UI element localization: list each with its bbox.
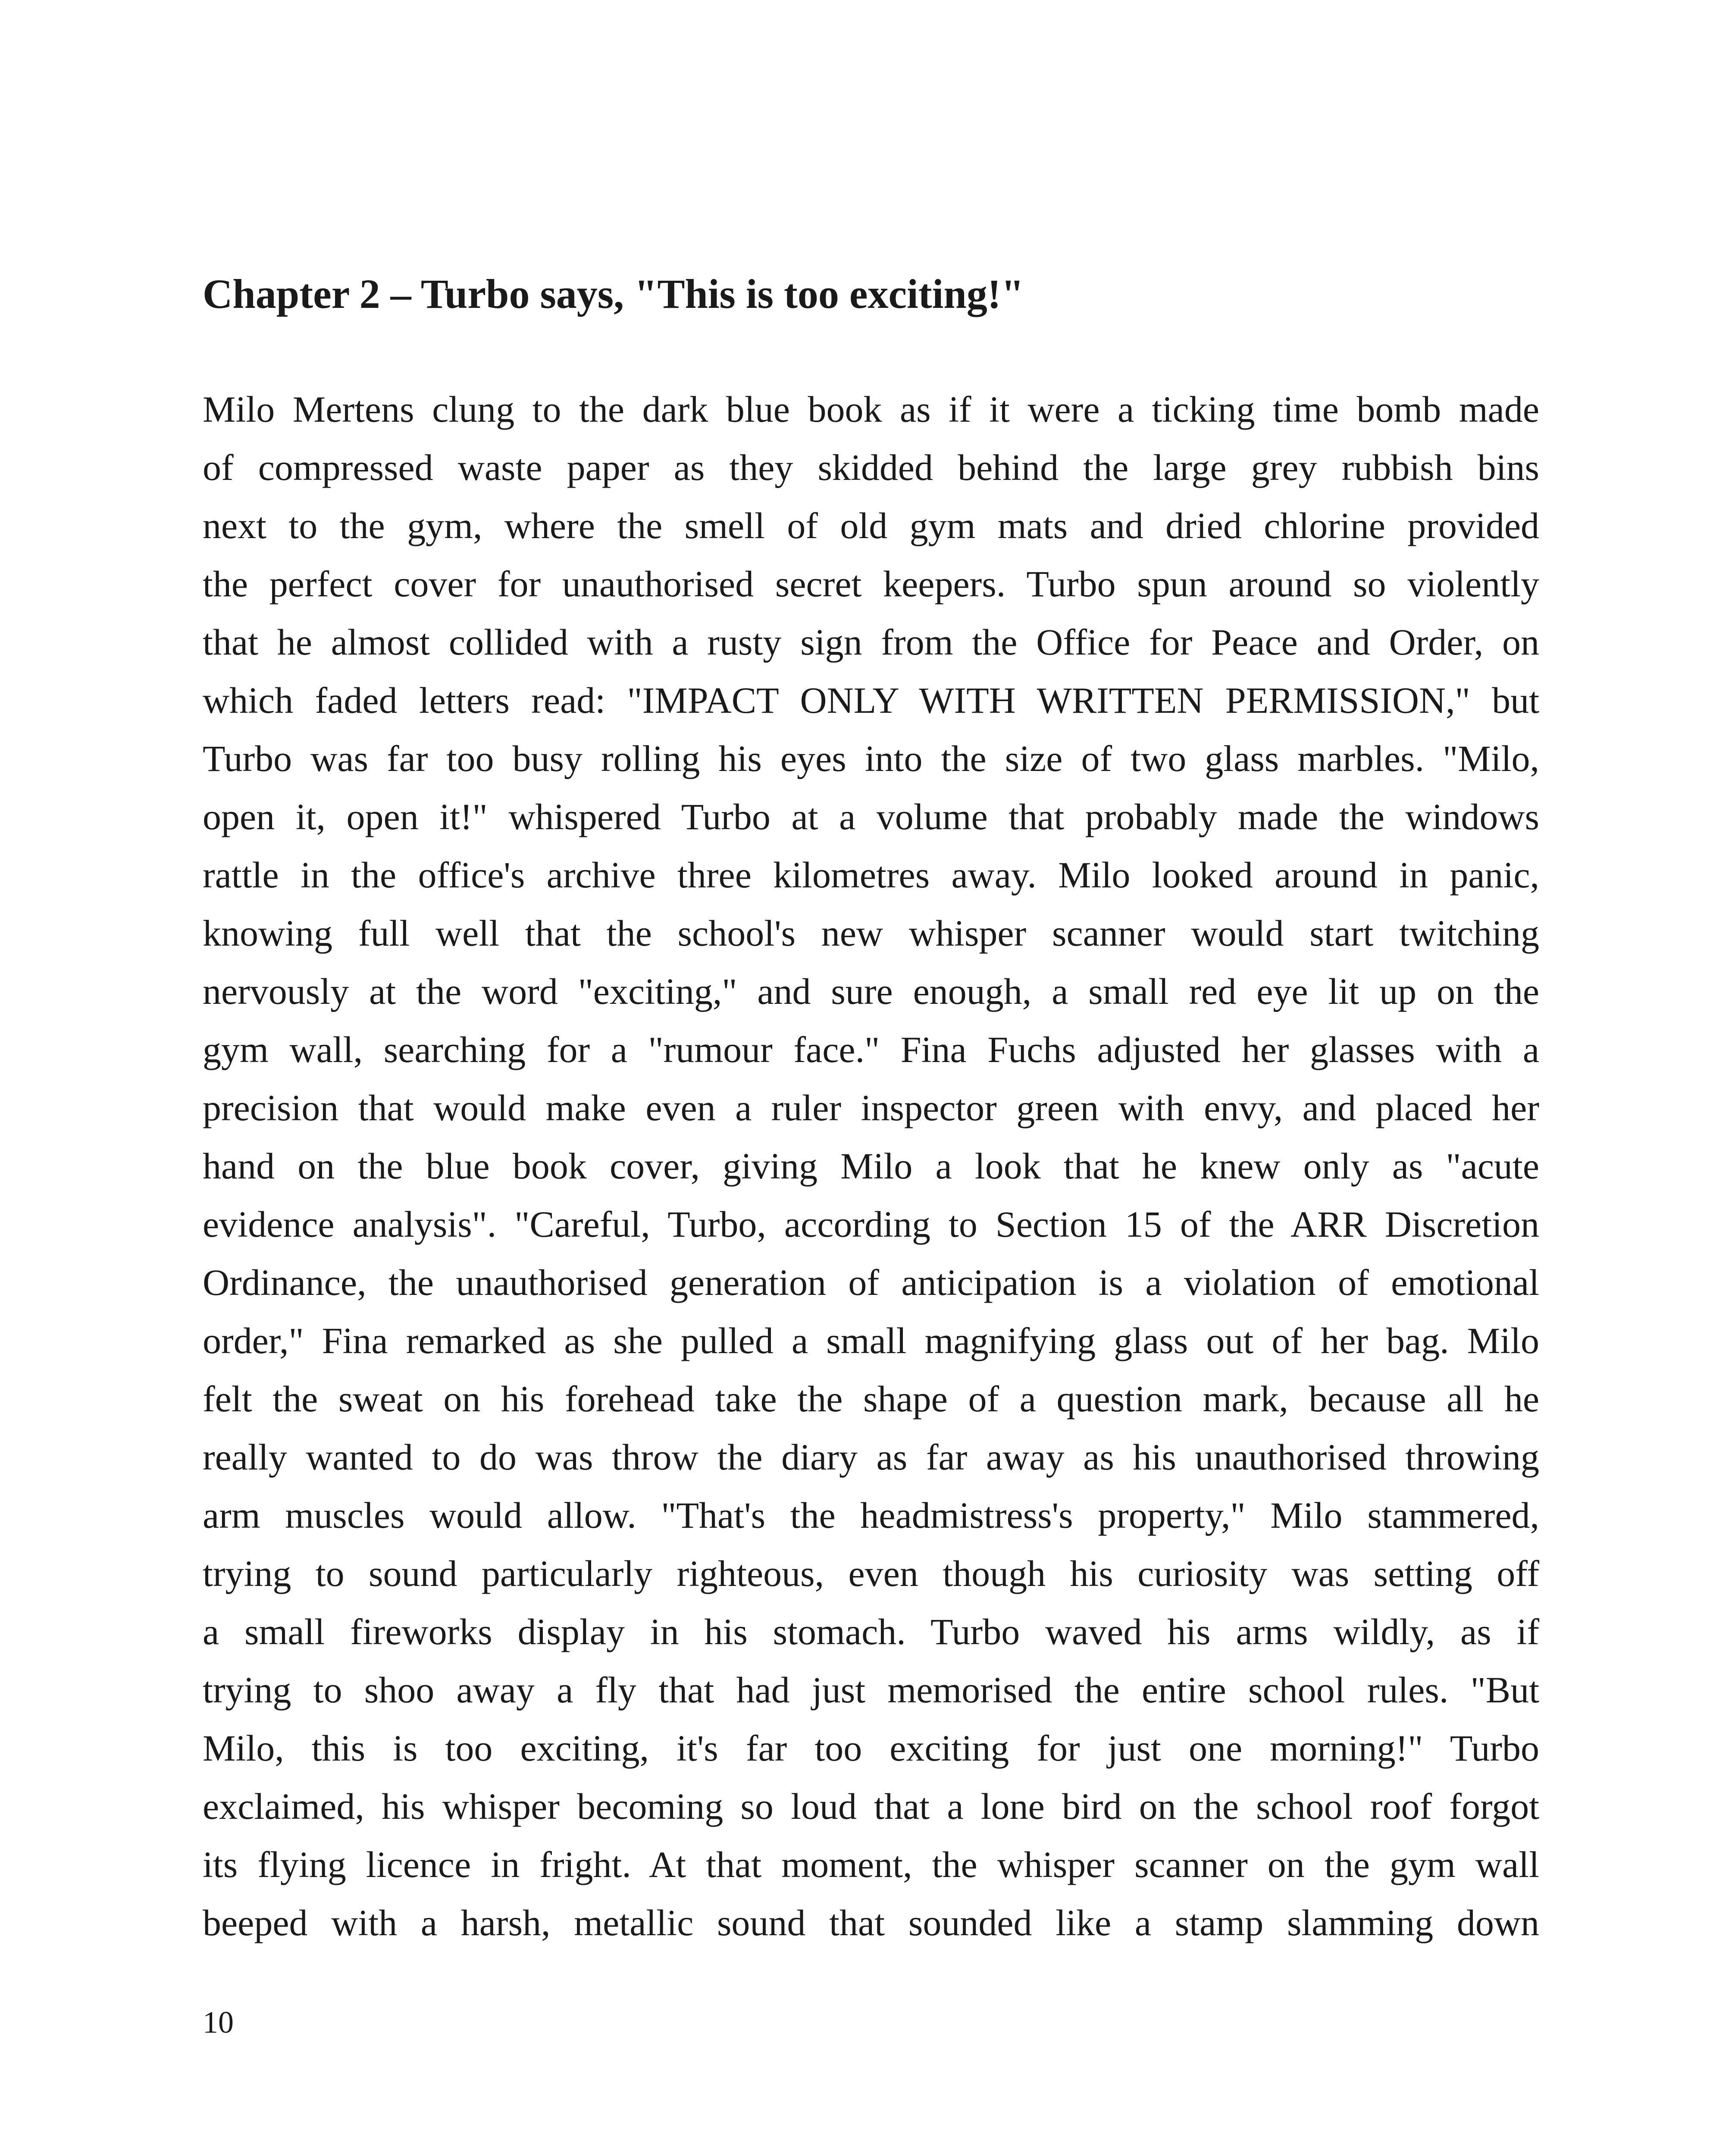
body-line: Milo, this is too exciting, it's far too exciting for just one morning!" Turbo (203, 1727, 1539, 1769)
body-line: really wanted to do was throw the diary as far away as his unauthorised throwing (203, 1436, 1539, 1478)
body-line: which faded letters read: "IMPACT ONLY WITH WRITTEN PERMISSION," but (203, 680, 1539, 721)
page-number: 10 (203, 2005, 234, 2040)
body-text (203, 380, 1539, 1976)
body-line: trying to shoo away a fly that had just memorised the entire school rules. "But (203, 1669, 1539, 1711)
body-line: precision that would make even a ruler inspector green with envy, and placed her (203, 1087, 1539, 1128)
body-line: beeped with a harsh, metallic sound that sounded like a stamp slamming down (203, 1902, 1539, 1943)
body-line: Ordinance, the unauthorised generation of anticipation is a violation of emotional (203, 1262, 1539, 1303)
body-line: that he almost collided with a rusty sign from the Office for Peace and Order, on (203, 621, 1539, 663)
body-line: trying to sound particularly righteous, even though his curiosity was setting off (203, 1553, 1539, 1594)
body-line: the perfect cover for unauthorised secret keepers. Turbo spun around so violently (203, 563, 1539, 605)
body-line: evidence analysis". "Careful, Turbo, according to Section 15 of the ARR Discretion (203, 1203, 1539, 1245)
body-line: order," Fina remarked as she pulled a small magnifying glass out of her bag. Milo (203, 1320, 1539, 1361)
body-line: Milo Mertens clung to the dark blue book as if it were a ticking time bomb made (203, 389, 1539, 430)
body-line: open it, open it!" whispered Turbo at a volume that probably made the windows (203, 796, 1539, 837)
body-line: knowing full well that the school's new whisper scanner would start twitching (203, 912, 1539, 954)
body-line: of compressed waste paper as they skidded behind the large grey rubbish bins (203, 447, 1539, 488)
chapter-title: Chapter 2 – Turbo says, "This is too exciting!" (203, 271, 1024, 317)
body-line: rattle in the office's archive three kilometres away. Milo looked around in panic, (203, 854, 1539, 896)
body-line: next to the gym, where the smell of old gym mats and dried chlorine provided (203, 505, 1539, 546)
body-line: nervously at the word "exciting," and sure enough, a small red eye lit up on the (203, 971, 1539, 1012)
body-line: felt the sweat on his forehead take the shape of a question mark, because all he (203, 1378, 1539, 1420)
body-line: hand on the blue book cover, giving Milo a look that he knew only as "acute (203, 1145, 1539, 1187)
body-line: exclaimed, his whisper becoming so loud that a lone bird on the school roof forgot (203, 1786, 1539, 1827)
body-line: a small fireworks display in his stomach. Turbo waved his arms wildly, as if (203, 1611, 1539, 1652)
body-line: its flying licence in fright. At that moment, the whisper scanner on the gym wall (203, 1844, 1539, 1885)
body-line: Turbo was far too busy rolling his eyes into the size of two glass marbles. "Milo, (203, 738, 1539, 779)
body-line: gym wall, searching for a "rumour face." Fina Fuchs adjusted her glasses with a (203, 1029, 1539, 1070)
body-line: arm muscles would allow. "That's the headmistress's property," Milo stammered, (203, 1495, 1539, 1536)
